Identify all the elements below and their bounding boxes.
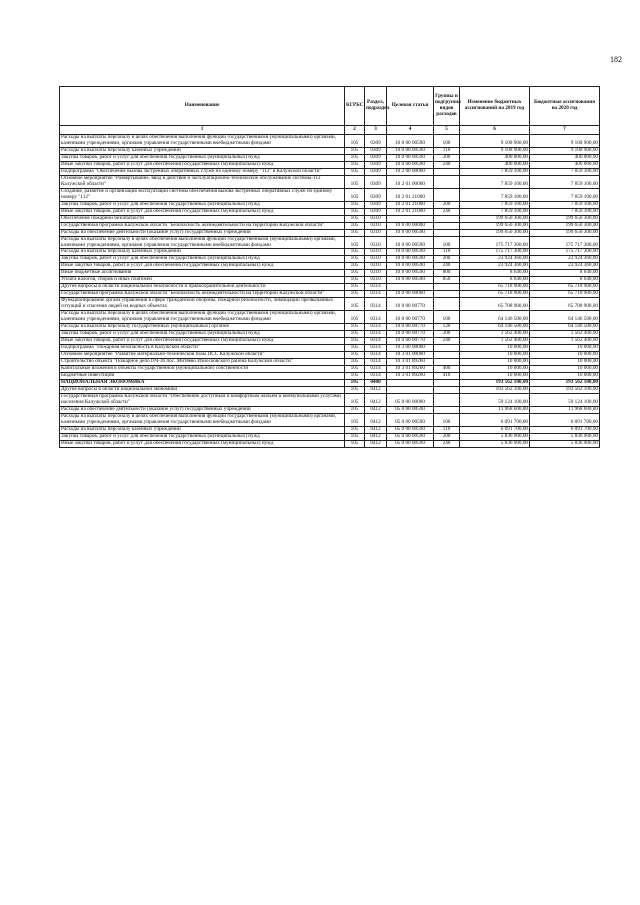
- row-value-2019-cell: 6 091 700,00: [460, 426, 530, 433]
- row-razdel-cell: 0314: [365, 311, 387, 324]
- row-expense-group-cell: [434, 345, 460, 352]
- row-name-cell: Государственная программа Калужской области "Обеспечение доступным и комфортным жильем и коммунальными услугами населения Калужской области": [60, 393, 345, 406]
- row-target-article-cell: 10 0 00 00590: [387, 236, 434, 249]
- row-expense-group-cell: [434, 386, 460, 393]
- row-kgrbs-cell: 105: [345, 358, 365, 365]
- row-value-2019-cell: 64 146 500,00: [460, 311, 530, 324]
- row-value-2020-cell: 199 650 300,00: [530, 229, 600, 236]
- row-value-2019-cell: 193 562 100,00: [460, 379, 530, 386]
- row-expense-group-cell: 850: [434, 277, 460, 284]
- row-kgrbs-cell: 105: [345, 365, 365, 372]
- row-target-article-cell: 05 0 00 00590: [387, 426, 434, 433]
- row-kgrbs-cell: 105: [345, 291, 365, 298]
- row-razdel-cell: 0309: [365, 188, 387, 201]
- row-value-2019-cell: 65 708 900,00: [460, 298, 530, 311]
- row-name-cell: Расходы на выплаты персоналу казенных учреждений: [60, 249, 345, 256]
- row-expense-group-cell: 800: [434, 270, 460, 277]
- page-number: 182: [610, 55, 622, 64]
- row-expense-group-cell: 200: [434, 201, 460, 208]
- row-kgrbs-cell: 105: [345, 379, 365, 386]
- row-razdel-cell: 0310: [365, 229, 387, 236]
- header-name: Наименование: [60, 87, 345, 126]
- row-expense-group-cell: [434, 352, 460, 359]
- row-value-2019-cell: 175 717 300,00: [460, 249, 530, 256]
- row-expense-group-cell: 100: [434, 311, 460, 324]
- row-value-2019-cell: 11 968 600,00: [460, 406, 530, 413]
- row-kgrbs-cell: 105: [345, 426, 365, 433]
- row-value-2020-cell: 7 859 100,00: [530, 188, 600, 201]
- row-kgrbs-cell: 105: [345, 440, 365, 447]
- table-row: [60, 413, 600, 426]
- row-expense-group-cell: [434, 291, 460, 298]
- row-razdel-cell: 0314: [365, 338, 387, 345]
- row-target-article-cell: 10 0 00 00590: [387, 249, 434, 256]
- row-value-2019-cell: 8 640,00: [460, 277, 530, 284]
- row-razdel-cell: 0310: [365, 256, 387, 263]
- row-target-article-cell: 10 3 00 00000: [387, 345, 434, 352]
- row-kgrbs-cell: 105: [345, 215, 365, 222]
- table-row: [60, 440, 600, 447]
- row-value-2020-cell: 65 708 900,00: [530, 298, 600, 311]
- row-target-article-cell: 10 2 01 21000: [387, 201, 434, 208]
- row-value-2020-cell: 65 718 900,00: [530, 291, 600, 298]
- row-value-2019-cell: 8 640,00: [460, 270, 530, 277]
- column-number: 6: [460, 126, 530, 135]
- row-razdel-cell: 0314: [365, 372, 387, 379]
- row-razdel-cell: 0412: [365, 433, 387, 440]
- row-value-2019-cell: 7 859 100,00: [460, 175, 530, 188]
- row-name-cell: Закупка товаров, работ и услуг для обеспечения государственных (муниципальных) нужд: [60, 154, 345, 161]
- row-value-2019-cell: 23 924 360,00: [460, 263, 530, 270]
- row-target-article-cell: 10 2 01 21000: [387, 208, 434, 215]
- row-name-cell: Расходы на выплаты персоналу казенных учреждений: [60, 426, 345, 433]
- row-kgrbs-cell: 105: [345, 386, 365, 393]
- row-expense-group-cell: 120: [434, 324, 460, 331]
- row-razdel-cell: 0310: [365, 222, 387, 229]
- row-target-article-cell: 10 0 00 00770: [387, 311, 434, 324]
- column-number: 7: [530, 126, 600, 135]
- row-target-article-cell: 10 3 01 89260: [387, 358, 434, 365]
- row-name-cell: Основное мероприятие "Развертывание, ввод в действие и эксплуатационно-техническое обслуживание системы-112 Калужской области": [60, 175, 345, 188]
- row-kgrbs-cell: 105: [345, 201, 365, 208]
- row-kgrbs-cell: 105: [345, 188, 365, 201]
- row-value-2020-cell: 11 968 600,00: [530, 406, 600, 413]
- row-kgrbs-cell: 105: [345, 161, 365, 168]
- row-expense-group-cell: 240: [434, 338, 460, 345]
- row-value-2020-cell: 23 924 360,00: [530, 256, 600, 263]
- row-value-2020-cell: 10 000,00: [530, 372, 600, 379]
- row-value-2019-cell: 23 924 360,00: [460, 256, 530, 263]
- row-target-article-cell: 10 0 00 00590: [387, 135, 434, 148]
- row-name-cell: Расходы на выплаты персоналу государственных (муниципальных) органов: [60, 324, 345, 331]
- row-target-article-cell: 10 0 00 00590: [387, 263, 434, 270]
- row-target-article-cell: [387, 379, 434, 386]
- column-number: 1: [60, 126, 345, 135]
- row-value-2020-cell: 65 718 900,00: [530, 284, 600, 291]
- row-value-2019-cell: 7 859 100,00: [460, 208, 530, 215]
- table-row: [60, 135, 600, 148]
- row-value-2020-cell: 59 124 100,00: [530, 393, 600, 406]
- row-value-2020-cell: 10 000,00: [530, 365, 600, 372]
- row-value-2019-cell: 400 000,00: [460, 154, 530, 161]
- column-number: 5: [434, 126, 460, 135]
- row-kgrbs-cell: 105: [345, 277, 365, 284]
- row-target-article-cell: 10 0 00 00000: [387, 291, 434, 298]
- row-value-2020-cell: 8 640,00: [530, 270, 600, 277]
- row-name-cell: Капитальные вложения в объекты государственной (муниципальной) собственности: [60, 365, 345, 372]
- header-expense-group: Группы и подгруппы видов расходов: [434, 87, 460, 126]
- row-expense-group-cell: 240: [434, 263, 460, 270]
- row-razdel-cell: 0309: [365, 135, 387, 148]
- row-razdel-cell: 0412: [365, 393, 387, 406]
- row-name-cell: Расходы на выплаты персоналу в целях обеспечения выполнения функций государственными (муниципальными) органами, казенными учреждениями, органами управления государственными внебюджетными фондами: [60, 311, 345, 324]
- row-name-cell: Другие вопросы в области национальной безопасности и правоохранительной деятельности: [60, 284, 345, 291]
- row-kgrbs-cell: 105: [345, 270, 365, 277]
- header-change-2019: Изменение бюджетных ассигнований на 2019 год: [460, 87, 530, 126]
- row-name-cell: Другие вопросы в области национальной экономики: [60, 386, 345, 393]
- column-number: 2: [345, 126, 365, 135]
- row-expense-group-cell: 110: [434, 249, 460, 256]
- row-value-2019-cell: 65 718 900,00: [460, 291, 530, 298]
- row-name-cell: Расходы на выплаты персоналу казенных учреждений: [60, 147, 345, 154]
- row-razdel-cell: 0314: [365, 331, 387, 338]
- row-target-article-cell: 10 2 01 21000: [387, 188, 434, 201]
- row-expense-group-cell: 240: [434, 161, 460, 168]
- row-value-2019-cell: 5 836 900,00: [460, 433, 530, 440]
- column-number: 3: [365, 126, 387, 135]
- header-razdel: Раздел, подраздел: [365, 87, 387, 126]
- table-row: [60, 298, 600, 311]
- row-expense-group-cell: [434, 175, 460, 188]
- row-value-2019-cell: 199 650 300,00: [460, 215, 530, 222]
- row-razdel-cell: 0314: [365, 298, 387, 311]
- row-razdel-cell: 0412: [365, 413, 387, 426]
- row-target-article-cell: 05 0 00 00000: [387, 393, 434, 406]
- row-expense-group-cell: 100: [434, 413, 460, 426]
- row-kgrbs-cell: 105: [345, 249, 365, 256]
- row-name-cell: Расходы на выплаты персоналу в целях обеспечения выполнения функций государственными (муниципальными) органами, казенными учреждениями, органами управления государственными внебюджетными фондами: [60, 236, 345, 249]
- row-kgrbs-cell: 105: [345, 154, 365, 161]
- row-kgrbs-cell: 105: [345, 372, 365, 379]
- row-name-cell: Основное мероприятие "Развитие материально-технической базы ПСС Калужской области": [60, 352, 345, 359]
- row-target-article-cell: 10 3 01 00000: [387, 352, 434, 359]
- header-budget-2020: Бюджетные ассигнования на 2020 год: [530, 87, 600, 126]
- row-value-2019-cell: 199 650 300,00: [460, 222, 530, 229]
- row-value-2020-cell: 1 562 400,00: [530, 338, 600, 345]
- row-razdel-cell: 0309: [365, 201, 387, 208]
- table-row: [60, 175, 600, 188]
- row-razdel-cell: 0314: [365, 291, 387, 298]
- row-target-article-cell: 10 0 00 00770: [387, 324, 434, 331]
- row-razdel-cell: 0314: [365, 352, 387, 359]
- row-kgrbs-cell: 105: [345, 338, 365, 345]
- row-target-article-cell: 10 0 00 00770: [387, 298, 434, 311]
- row-name-cell: Расходы на выплаты персоналу в целях обеспечения выполнения функций государственными (муниципальными) органами, казенными учреждениями, органами управления государственными внебюджетными фондами: [60, 413, 345, 426]
- row-name-cell: Государственная программа Калужской области "Безопасность жизнедеятельности на территории Калужской области": [60, 291, 345, 298]
- row-kgrbs-cell: 105: [345, 175, 365, 188]
- row-value-2020-cell: 7 859 100,00: [530, 201, 600, 208]
- row-target-article-cell: 10 0 00 00590: [387, 161, 434, 168]
- row-kgrbs-cell: 105: [345, 352, 365, 359]
- row-value-2020-cell: 193 562 100,00: [530, 379, 600, 386]
- row-name-cell: Строительство объекта "Пожарное депо ПЧ-36 пос. Митяево Износковского района Калужской области": [60, 358, 345, 365]
- row-value-2019-cell: 1 562 400,00: [460, 331, 530, 338]
- row-value-2019-cell: 7 859 100,00: [460, 201, 530, 208]
- row-value-2020-cell: 400 000,00: [530, 161, 600, 168]
- row-expense-group-cell: 200: [434, 154, 460, 161]
- row-razdel-cell: 0310: [365, 249, 387, 256]
- row-value-2020-cell: 9 108 900,00: [530, 147, 600, 154]
- row-expense-group-cell: 200: [434, 433, 460, 440]
- table-row: [60, 311, 600, 324]
- row-kgrbs-cell: 105: [345, 256, 365, 263]
- row-target-article-cell: 10 2 01 00000: [387, 175, 434, 188]
- column-number: 4: [387, 126, 434, 135]
- row-kgrbs-cell: 105: [345, 298, 365, 311]
- row-value-2020-cell: 5 836 900,00: [530, 433, 600, 440]
- row-name-cell: Иные закупки товаров, работ и услуг для обеспечения государственных (муниципальных) нужд: [60, 263, 345, 270]
- row-target-article-cell: 10 0 00 00770: [387, 338, 434, 345]
- row-value-2020-cell: 1 562 400,00: [530, 331, 600, 338]
- row-target-article-cell: 05 0 00 00590: [387, 406, 434, 413]
- row-razdel-cell: 0309: [365, 147, 387, 154]
- row-name-cell: Закупка товаров, работ и услуг для обеспечения государственных (муниципальных) нужд: [60, 256, 345, 263]
- row-value-2019-cell: 64 146 500,00: [460, 324, 530, 331]
- row-value-2020-cell: 7 859 100,00: [530, 175, 600, 188]
- row-razdel-cell: 0400: [365, 379, 387, 386]
- row-value-2020-cell: 193 562 100,00: [530, 386, 600, 393]
- row-value-2020-cell: 175 717 300,00: [530, 249, 600, 256]
- row-target-article-cell: [387, 386, 434, 393]
- row-name-cell: Иные закупки товаров, работ и услуг для обеспечения государственных (муниципальных) нужд: [60, 161, 345, 168]
- row-kgrbs-cell: 105: [345, 413, 365, 426]
- row-razdel-cell: 0412: [365, 440, 387, 447]
- row-target-article-cell: 10 0 00 00770: [387, 331, 434, 338]
- row-value-2020-cell: 8 640,00: [530, 277, 600, 284]
- row-expense-group-cell: 110: [434, 147, 460, 154]
- row-kgrbs-cell: 105: [345, 331, 365, 338]
- row-expense-group-cell: [434, 393, 460, 406]
- row-name-cell: Иные бюджетные ассигнования: [60, 270, 345, 277]
- row-target-article-cell: 10 3 01 89260: [387, 365, 434, 372]
- row-kgrbs-cell: 105: [345, 406, 365, 413]
- row-name-cell: Иные закупки товаров, работ и услуг для обеспечения государственных (муниципальных) нужд: [60, 338, 345, 345]
- row-value-2020-cell: 64 146 500,00: [530, 324, 600, 331]
- row-value-2019-cell: 5 836 900,00: [460, 440, 530, 447]
- row-razdel-cell: 0314: [365, 284, 387, 291]
- row-razdel-cell: 0309: [365, 175, 387, 188]
- row-kgrbs-cell: 105: [345, 433, 365, 440]
- row-kgrbs-cell: 105: [345, 229, 365, 236]
- row-name-cell: Государственная программа Калужской области "Безопасность жизнедеятельности на территории Калужской области": [60, 222, 345, 229]
- row-target-article-cell: 10 0 00 00590: [387, 256, 434, 263]
- row-value-2020-cell: 175 717 300,00: [530, 236, 600, 249]
- row-value-2020-cell: 199 650 300,00: [530, 222, 600, 229]
- row-razdel-cell: 0412: [365, 386, 387, 393]
- row-razdel-cell: 0314: [365, 345, 387, 352]
- row-kgrbs-cell: 105: [345, 208, 365, 215]
- row-expense-group-cell: 100: [434, 236, 460, 249]
- row-razdel-cell: 0310: [365, 236, 387, 249]
- row-value-2019-cell: 10 000,00: [460, 358, 530, 365]
- row-expense-group-cell: 410: [434, 372, 460, 379]
- row-value-2020-cell: 9 108 900,00: [530, 135, 600, 148]
- row-expense-group-cell: [434, 168, 460, 175]
- row-name-cell: Обеспечение пожарной безопасности: [60, 215, 345, 222]
- header-target-article: Целевая статья: [387, 87, 434, 126]
- row-expense-group-cell: 200: [434, 331, 460, 338]
- row-name-cell: НАЦИОНАЛЬНАЯ ЭКОНОМИКА: [60, 379, 345, 386]
- row-value-2019-cell: 193 562 100,00: [460, 386, 530, 393]
- row-target-article-cell: 10 0 00 00590: [387, 147, 434, 154]
- row-expense-group-cell: [434, 222, 460, 229]
- row-value-2019-cell: 10 000,00: [460, 352, 530, 359]
- row-expense-group-cell: 400: [434, 365, 460, 372]
- row-target-article-cell: 10 0 00 00000: [387, 222, 434, 229]
- header-kgrbs: КГРБС: [345, 87, 365, 126]
- row-value-2020-cell: 7 859 100,00: [530, 168, 600, 175]
- row-expense-group-cell: 240: [434, 208, 460, 215]
- row-value-2019-cell: 10 000,00: [460, 372, 530, 379]
- row-kgrbs-cell: 105: [345, 393, 365, 406]
- row-target-article-cell: 05 0 00 00590: [387, 440, 434, 447]
- row-name-cell: Подпрограмма "Пожарная безопасность в Калужской области": [60, 345, 345, 352]
- budget-table: [59, 86, 600, 448]
- row-name-cell: Функционирование органа управления в сфере гражданской обороны, пожарной безопасности, ликвидации чрезвычайных ситуаций и спасения людей на водных объектах: [60, 298, 345, 311]
- row-value-2019-cell: 175 717 300,00: [460, 236, 530, 249]
- row-value-2019-cell: 7 859 100,00: [460, 188, 530, 201]
- row-value-2020-cell: 10 000,00: [530, 358, 600, 365]
- row-value-2019-cell: 400 000,00: [460, 161, 530, 168]
- row-value-2020-cell: 6 091 700,00: [530, 426, 600, 433]
- row-target-article-cell: 10 0 00 00590: [387, 154, 434, 161]
- row-value-2019-cell: 6 091 700,00: [460, 413, 530, 426]
- row-kgrbs-cell: 105: [345, 135, 365, 148]
- row-name-cell: Закупка товаров, работ и услуг для обеспечения государственных (муниципальных) нужд: [60, 201, 345, 208]
- row-target-article-cell: 10 0 00 00590: [387, 270, 434, 277]
- table-row: [60, 393, 600, 406]
- row-target-article-cell: 05 0 00 00590: [387, 433, 434, 440]
- row-value-2020-cell: 6 091 700,00: [530, 413, 600, 426]
- row-kgrbs-cell: 105: [345, 345, 365, 352]
- row-razdel-cell: 0310: [365, 270, 387, 277]
- row-kgrbs-cell: 105: [345, 222, 365, 229]
- row-value-2019-cell: 9 108 900,00: [460, 147, 530, 154]
- row-value-2019-cell: 10 000,00: [460, 345, 530, 352]
- row-kgrbs-cell: 105: [345, 263, 365, 270]
- row-name-cell: Закупка товаров, работ и услуг для обеспечения государственных (муниципальных) нужд: [60, 331, 345, 338]
- row-expense-group-cell: 200: [434, 256, 460, 263]
- row-expense-group-cell: 100: [434, 135, 460, 148]
- row-name-cell: Иные закупки товаров, работ и услуг для обеспечения государственных (муниципальных) нужд: [60, 208, 345, 215]
- row-name-cell: Бюджетные инвестиции: [60, 372, 345, 379]
- row-name-cell: Создание, развитие и организация эксплуатации системы обеспечения вызова экстренных оперативных служб по единому номеру "112": [60, 188, 345, 201]
- row-razdel-cell: 0412: [365, 406, 387, 413]
- row-expense-group-cell: 240: [434, 440, 460, 447]
- row-target-article-cell: 05 0 00 00590: [387, 413, 434, 426]
- row-target-article-cell: 10 3 01 89260: [387, 372, 434, 379]
- row-name-cell: Закупка товаров, работ и услуг для обеспечения государственных (муниципальных) нужд: [60, 433, 345, 440]
- row-razdel-cell: 0310: [365, 215, 387, 222]
- row-name-cell: Уплата налогов, сборов и иных платежей: [60, 277, 345, 284]
- row-razdel-cell: 0309: [365, 154, 387, 161]
- row-value-2020-cell: 10 000,00: [530, 345, 600, 352]
- row-value-2020-cell: 199 650 300,00: [530, 215, 600, 222]
- row-value-2019-cell: 7 859 100,00: [460, 168, 530, 175]
- row-expense-group-cell: 110: [434, 426, 460, 433]
- row-value-2020-cell: 7 859 100,00: [530, 208, 600, 215]
- row-name-cell: Расходы на обеспечение деятельности (оказание услуг) государственных учреждений: [60, 229, 345, 236]
- row-razdel-cell: 0309: [365, 161, 387, 168]
- row-name-cell: Подпрограмма "Обеспечение вызова экстренных оперативных служб по единому номеру "112" в Калужской области": [60, 168, 345, 175]
- row-razdel-cell: 0314: [365, 358, 387, 365]
- row-razdel-cell: 0309: [365, 168, 387, 175]
- row-razdel-cell: 0310: [365, 277, 387, 284]
- row-value-2020-cell: 5 836 900,00: [530, 440, 600, 447]
- header-row: [60, 87, 600, 126]
- table-row: [60, 188, 600, 201]
- row-name-cell: Расходы на обеспечение деятельности (оказание услуг) государственных учреждений: [60, 406, 345, 413]
- row-kgrbs-cell: 105: [345, 168, 365, 175]
- row-expense-group-cell: [434, 298, 460, 311]
- row-razdel-cell: 0314: [365, 365, 387, 372]
- row-expense-group-cell: [434, 229, 460, 236]
- row-expense-group-cell: [434, 406, 460, 413]
- row-razdel-cell: 0310: [365, 263, 387, 270]
- table-row: [60, 229, 600, 236]
- row-expense-group-cell: [434, 379, 460, 386]
- row-expense-group-cell: [434, 284, 460, 291]
- row-kgrbs-cell: 105: [345, 284, 365, 291]
- row-kgrbs-cell: 105: [345, 236, 365, 249]
- row-value-2019-cell: 199 650 300,00: [460, 229, 530, 236]
- row-value-2020-cell: 400 000,00: [530, 154, 600, 161]
- row-value-2019-cell: 59 124 100,00: [460, 393, 530, 406]
- row-value-2019-cell: 10 000,00: [460, 365, 530, 372]
- row-name-cell: Иные закупки товаров, работ и услуг для обеспечения государственных (муниципальных) нужд: [60, 440, 345, 447]
- row-kgrbs-cell: 105: [345, 311, 365, 324]
- row-value-2019-cell: 9 108 900,00: [460, 135, 530, 148]
- row-razdel-cell: 0412: [365, 426, 387, 433]
- row-target-article-cell: 10 0 00 00590: [387, 229, 434, 236]
- row-kgrbs-cell: 105: [345, 147, 365, 154]
- row-value-2020-cell: 64 146 500,00: [530, 311, 600, 324]
- row-kgrbs-cell: 105: [345, 324, 365, 331]
- row-value-2020-cell: 10 000,00: [530, 352, 600, 359]
- row-value-2020-cell: 23 924 360,00: [530, 263, 600, 270]
- row-razdel-cell: 0309: [365, 208, 387, 215]
- row-name-cell: Расходы на выплаты персоналу в целях обеспечения выполнения функций государственными (муниципальными) органами, казенными учреждениями, органами управления государственными внебюджетными фондами: [60, 135, 345, 148]
- row-expense-group-cell: [434, 215, 460, 222]
- row-target-article-cell: 10 2 00 00000: [387, 168, 434, 175]
- row-target-article-cell: 10 0 00 00590: [387, 277, 434, 284]
- row-value-2019-cell: 65 718 900,00: [460, 284, 530, 291]
- row-expense-group-cell: [434, 188, 460, 201]
- row-value-2019-cell: 1 562 400,00: [460, 338, 530, 345]
- row-razdel-cell: 0314: [365, 324, 387, 331]
